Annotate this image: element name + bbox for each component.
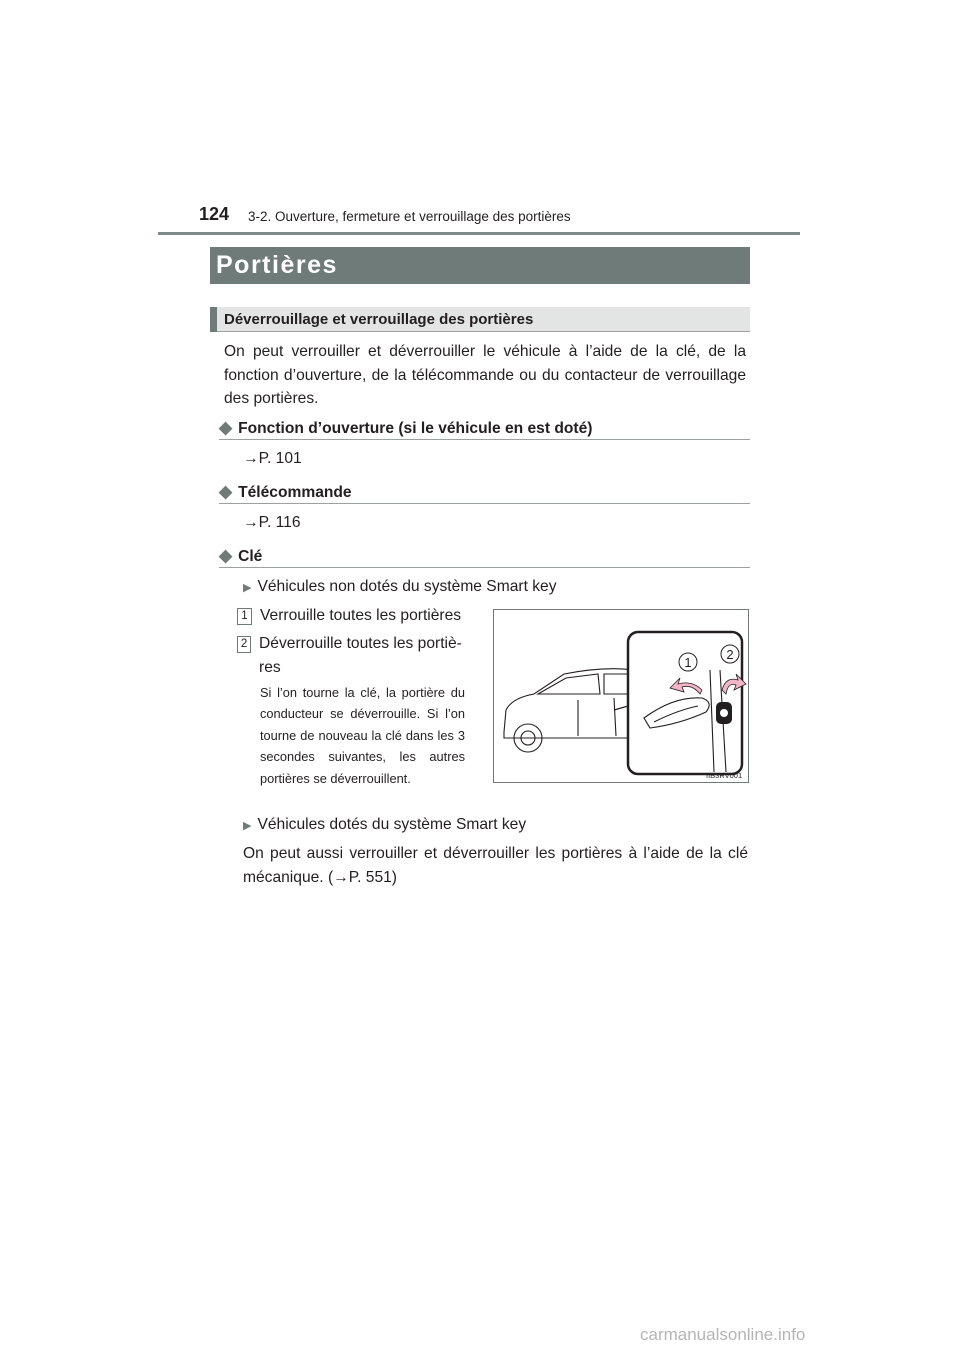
item-heading-text: Clé xyxy=(238,548,263,565)
diamond-icon: ◆ xyxy=(219,546,233,565)
bullet-text: Véhicules non dotés du système Smart key xyxy=(257,578,557,595)
bullet-smart-key xyxy=(243,816,526,834)
page-title: Portières xyxy=(216,251,338,279)
item-heading-text: Fonction d’ouverture (si le véhicule en est doté) xyxy=(238,420,593,437)
header-rule xyxy=(158,232,800,235)
step-text: Verrouille toutes les portières xyxy=(260,607,462,624)
page-reference: →P. 101 xyxy=(243,450,302,467)
section-path: 3-2. Ouverture, fermeture et verrouillage des portières xyxy=(248,209,571,224)
step-text: Déverrouille toutes les portiè-res xyxy=(259,635,462,676)
bullet-no-smart-key xyxy=(243,578,557,596)
label-1: 1 xyxy=(684,655,692,670)
key-note: Si l’on tourne la clé, la portière du conducteur se déverrouille. Si l’on tourne de nouveau la clé dans les 3 secondes suivantes, les autres portières se déverrouillent. xyxy=(260,685,465,786)
item-heading-remote xyxy=(219,482,352,502)
item-heading-opening-function xyxy=(219,418,592,438)
intro-paragraph: On peut verrouiller et déverrouiller le véhicule à l’aide de la clé, de la fonction d’ouverture, de la télécommande ou du contacteur de verrouillage des portières. xyxy=(224,343,746,407)
label-2: 2 xyxy=(726,647,734,662)
car-door-key-illustration xyxy=(493,609,749,783)
item-rule xyxy=(219,503,750,504)
page-number: 124 xyxy=(199,204,230,224)
triangle-bullet-icon: ▶ xyxy=(243,582,252,594)
page-reference: →P. 116 xyxy=(243,514,301,531)
subsection-accent xyxy=(210,307,217,332)
diamond-icon: ◆ xyxy=(219,418,233,437)
step-lock xyxy=(237,604,467,628)
step-number-box: 2 xyxy=(237,636,251,653)
key-shape xyxy=(716,702,732,724)
step-unlock xyxy=(237,632,467,680)
step-number-box: 1 xyxy=(237,608,252,625)
watermark: carmanualsonline.info xyxy=(640,1325,806,1344)
item-heading-text: Télécommande xyxy=(238,484,352,501)
item-rule xyxy=(219,439,750,440)
figure-code: IIB3RV001 xyxy=(706,771,743,780)
item-rule xyxy=(219,567,750,568)
closing-paragraph: On peut aussi verrouiller et déverrouiller les portières à l’aide de la clé mécanique. (→P. 551) xyxy=(243,845,748,886)
item-heading-key xyxy=(219,546,262,566)
triangle-bullet-icon: ▶ xyxy=(243,820,252,832)
diamond-icon: ◆ xyxy=(219,482,233,501)
subsection-title: Déverrouillage et verrouillage des portières xyxy=(224,311,534,328)
illustration-svg xyxy=(494,610,748,782)
bullet-text: Véhicules dotés du système Smart key xyxy=(257,816,527,833)
